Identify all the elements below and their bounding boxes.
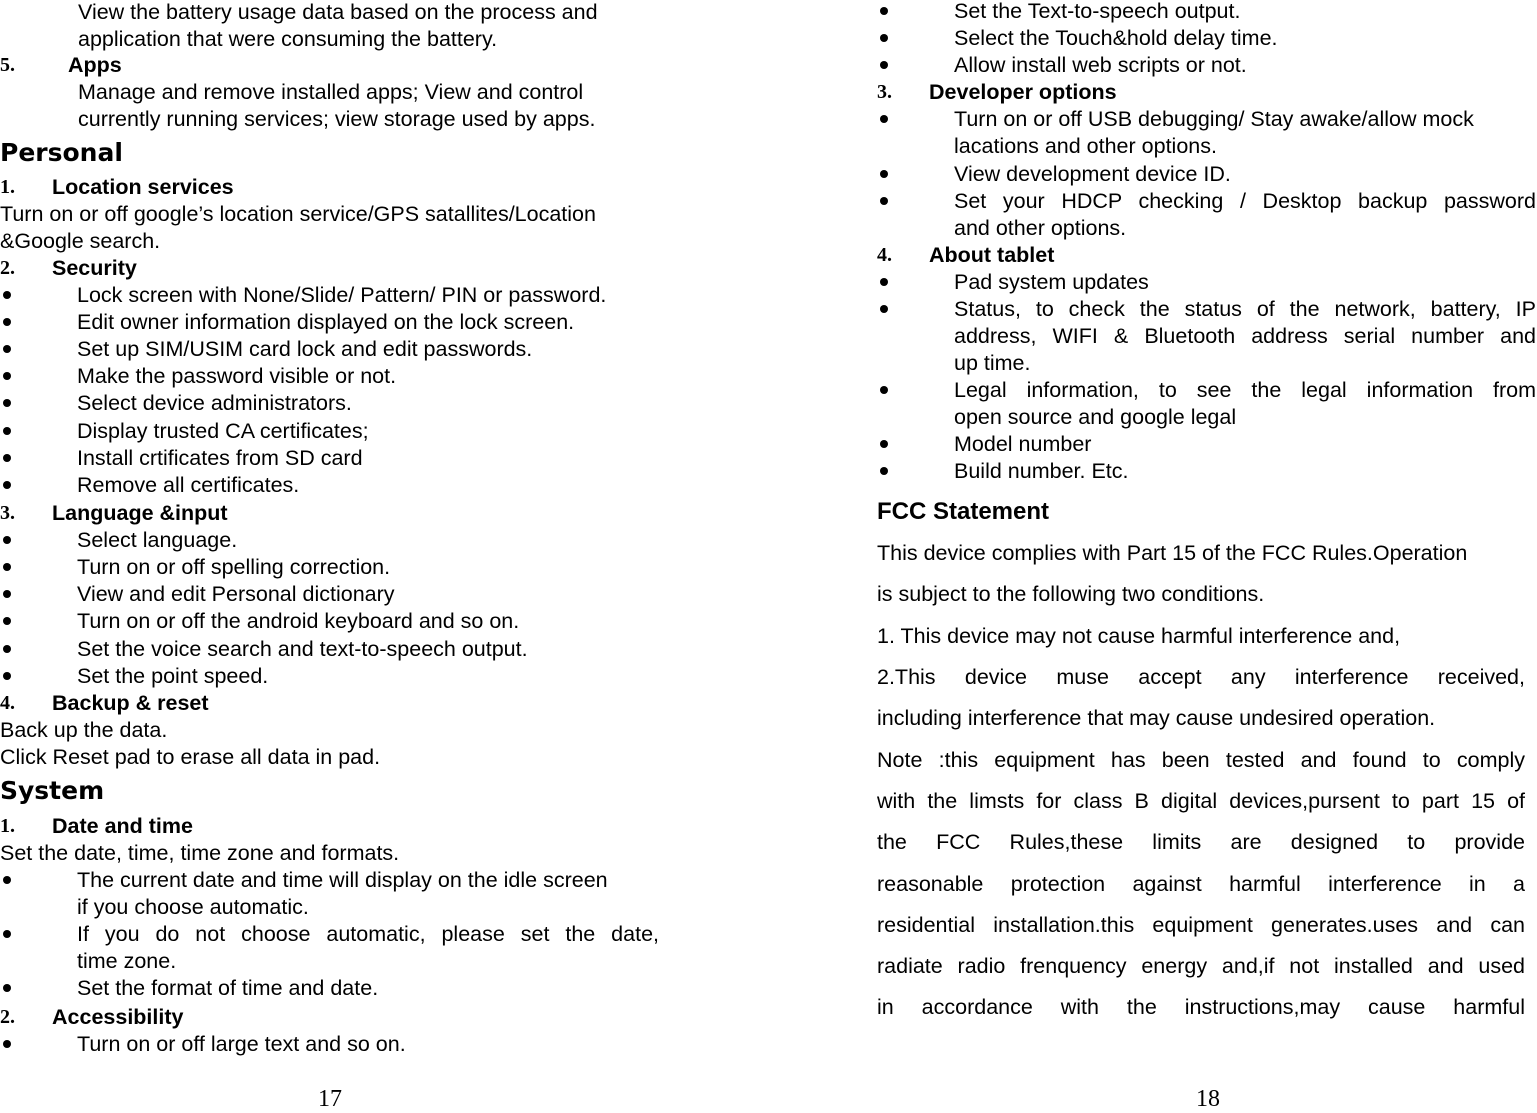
fcc-line: with the limsts for class B digital devices,pursent to part 15 of <box>877 789 1525 813</box>
system-section-title: System <box>0 776 105 805</box>
about-number: 4. <box>877 244 892 266</box>
accessibility-item: Set the Text-to-speech output. <box>954 0 1241 23</box>
bullet-icon <box>3 291 11 299</box>
developer-heading: Developer options <box>929 80 1117 104</box>
language-item: Set the voice search and text-to-speech output. <box>77 637 528 661</box>
battery-text-line-2: application that were consuming the battery. <box>78 27 498 51</box>
fcc-line: including interference that may cause undesired operation. <box>877 706 1436 730</box>
fcc-line: residential installation.this equipment generates.uses and can <box>877 913 1525 937</box>
bullet-icon <box>880 467 888 475</box>
developer-item-2: View development device ID. <box>954 162 1231 186</box>
accessibility-heading: Accessibility <box>52 1005 184 1029</box>
bullet-icon <box>3 536 11 544</box>
about-item-2-line-2: address, WIFI & Bluetooth address serial number and <box>954 324 1536 348</box>
bullet-icon <box>3 672 11 680</box>
bullet-icon <box>3 1040 11 1048</box>
developer-item-1-line-2: lacations and other options. <box>954 134 1217 158</box>
bullet-icon <box>880 440 888 448</box>
personal-section-title: Personal <box>0 138 123 167</box>
location-heading: Location services <box>52 175 234 199</box>
bullet-icon <box>3 481 11 489</box>
bullet-icon <box>880 305 888 313</box>
security-item: Install crtificates from SD card <box>77 446 363 470</box>
fcc-line: radiate radio frenquency energy and,if not installed and used <box>877 954 1525 978</box>
fcc-line: in accordance with the instructions,may cause harmful <box>877 995 1525 1019</box>
location-number: 1. <box>0 176 15 198</box>
accessibility-item: Allow install web scripts or not. <box>954 53 1247 77</box>
backup-number: 4. <box>0 692 15 714</box>
fcc-line: reasonable protection against harmful interference in a <box>877 872 1525 896</box>
backup-heading: Backup & reset <box>52 691 209 715</box>
security-item: Edit owner information displayed on the lock screen. <box>77 310 575 334</box>
bullet-icon <box>3 454 11 462</box>
developer-item-1-line-1: Turn on or off USB debugging/ Stay awake/allow mock <box>954 107 1474 131</box>
language-item: View and edit Personal dictionary <box>77 582 395 606</box>
accessibility-number: 2. <box>0 1006 15 1028</box>
security-item: Set up SIM/USIM card lock and edit passwords. <box>77 337 533 361</box>
security-number: 2. <box>0 257 15 279</box>
about-item-2-line-1: Status, to check the status of the network, battery, IP <box>954 297 1536 321</box>
fcc-line: is subject to the following two conditions. <box>877 582 1265 606</box>
bullet-icon <box>3 645 11 653</box>
bullet-icon <box>3 345 11 353</box>
fcc-line: 2.This device muse accept any interference received, <box>877 665 1525 689</box>
about-item-2-line-3: up time. <box>954 351 1031 375</box>
language-number: 3. <box>0 502 15 524</box>
datetime-number: 1. <box>0 815 15 837</box>
language-item: Select language. <box>77 528 238 552</box>
language-item: Turn on or off spelling correction. <box>77 555 391 579</box>
apps-heading: Apps <box>68 53 122 77</box>
security-item: Make the password visible or not. <box>77 364 397 388</box>
bullet-icon <box>3 372 11 380</box>
fcc-line: Note :this equipment has been tested and found to comply <box>877 748 1525 772</box>
security-item: Lock screen with None/Slide/ Pattern/ PIN or password. <box>77 283 607 307</box>
bullet-icon <box>880 115 888 123</box>
datetime-item-1-line-2: if you choose automatic. <box>77 895 309 919</box>
developer-number: 3. <box>877 81 892 103</box>
location-text-line-1: Turn on or off google’s location service/GPS satallites/Location <box>0 202 596 226</box>
developer-item-3-line-1: Set your HDCP checking / Desktop backup password <box>954 189 1536 213</box>
backup-text-line-2: Click Reset pad to erase all data in pad. <box>0 745 381 769</box>
about-heading: About tablet <box>929 243 1055 267</box>
datetime-item-3: Set the format of time and date. <box>77 976 379 1000</box>
language-item: Set the point speed. <box>77 664 269 688</box>
about-item-4: Model number <box>954 432 1092 456</box>
developer-item-3-line-2: and other options. <box>954 216 1127 240</box>
backup-text-line-1: Back up the data. <box>0 718 168 742</box>
location-text-line-2: &Google search. <box>0 229 161 253</box>
datetime-item-2-line-2: time zone. <box>77 949 177 973</box>
bullet-icon <box>3 590 11 598</box>
bullet-icon <box>3 563 11 571</box>
bullet-icon <box>880 170 888 178</box>
bullet-icon <box>3 876 11 884</box>
about-item-3-line-1: Legal information, to see the legal information from <box>954 378 1536 402</box>
fcc-heading: FCC Statement <box>877 498 1050 525</box>
bullet-icon <box>3 318 11 326</box>
language-item: Turn on or off the android keyboard and so on. <box>77 609 520 633</box>
security-heading: Security <box>52 256 137 280</box>
battery-text-line-1: View the battery usage data based on the process and <box>78 0 598 24</box>
datetime-heading: Date and time <box>52 814 193 838</box>
datetime-item-1-line-1: The current date and time will display on the idle screen <box>77 868 608 892</box>
bullet-icon <box>880 278 888 286</box>
page-number-right: 18 <box>1196 1086 1220 1112</box>
bullet-icon <box>880 197 888 205</box>
bullet-icon <box>3 427 11 435</box>
about-item-5: Build number. Etc. <box>954 459 1129 483</box>
bullet-icon <box>3 399 11 407</box>
bullet-icon <box>3 617 11 625</box>
security-item: Remove all certificates. <box>77 473 300 497</box>
datetime-item-2-line-1: If you do not choose automatic, please set the date, <box>77 922 659 946</box>
apps-text-line-2: currently running services; view storage used by apps. <box>78 107 596 131</box>
apps-number: 5. <box>0 54 15 76</box>
security-item: Select device administrators. <box>77 391 352 415</box>
accessibility-item: Turn on or off large text and so on. <box>77 1032 406 1056</box>
about-item-1: Pad system updates <box>954 270 1149 294</box>
bullet-icon <box>880 386 888 394</box>
apps-text-line-1: Manage and remove installed apps; View and control <box>78 80 584 104</box>
datetime-text: Set the date, time, time zone and formats. <box>0 841 400 865</box>
page-number-left: 17 <box>318 1086 342 1112</box>
bullet-icon <box>3 984 11 992</box>
bullet-icon <box>3 930 11 938</box>
fcc-line: the FCC Rules,these limits are designed to provide <box>877 830 1525 854</box>
security-item: Display trusted CA certificates; <box>77 419 369 443</box>
bullet-icon <box>880 7 888 15</box>
fcc-line: 1. This device may not cause harmful interference and, <box>877 624 1401 648</box>
bullet-icon <box>880 34 888 42</box>
bullet-icon <box>880 61 888 69</box>
about-item-3-line-2: open source and google legal <box>954 405 1237 429</box>
language-heading: Language &input <box>52 501 228 525</box>
accessibility-item: Select the Touch&hold delay time. <box>954 26 1278 50</box>
fcc-line: This device complies with Part 15 of the FCC Rules.Operation <box>877 541 1468 565</box>
